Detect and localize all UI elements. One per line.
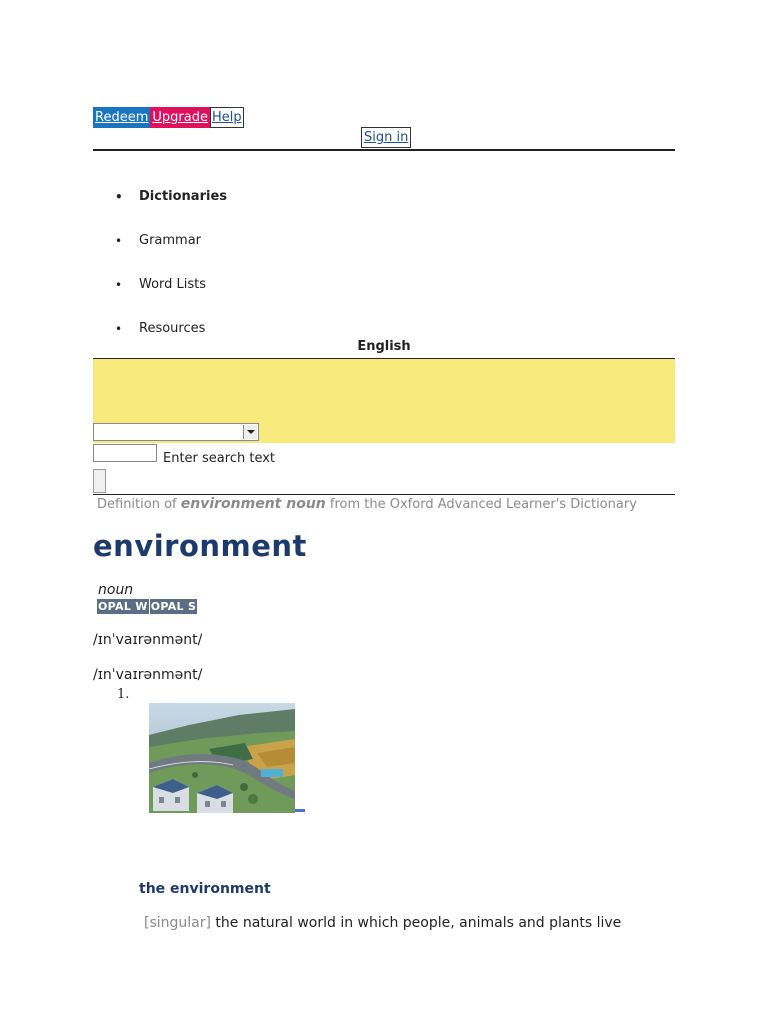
sense-title: the environment bbox=[139, 881, 271, 897]
main-nav bbox=[93, 186, 675, 362]
pronunciation-us: /ɪnˈvaɪrənmənt/ bbox=[93, 667, 203, 683]
opal-spoken-badge[interactable]: OPAL S bbox=[150, 600, 197, 613]
definition-source bbox=[97, 495, 637, 514]
opal-badges bbox=[97, 599, 197, 614]
pronunciation-uk: /ɪnˈvaɪrənmənt/ bbox=[93, 632, 203, 648]
image-credit-link[interactable] bbox=[295, 809, 305, 812]
search-input[interactable] bbox=[93, 444, 157, 462]
upgrade-link[interactable]: Upgrade bbox=[150, 107, 210, 128]
top-links bbox=[93, 107, 244, 128]
help-link[interactable]: Help bbox=[210, 107, 244, 128]
nav-item-word-lists[interactable]: • Word Lists bbox=[93, 274, 675, 318]
nav-item-resources[interactable]: • Resources bbox=[93, 318, 675, 362]
redeem-link[interactable]: Redeem bbox=[93, 107, 150, 128]
sense-number: 1. bbox=[117, 687, 130, 702]
chevron-down-icon bbox=[243, 425, 257, 439]
part-of-speech: noun bbox=[98, 582, 134, 598]
search-button[interactable] bbox=[93, 469, 106, 493]
header-divider bbox=[93, 149, 675, 151]
sense-definition bbox=[144, 914, 621, 932]
sense-illustration[interactable] bbox=[149, 703, 295, 813]
definition-suffix: from the Oxford Advanced Learner's Dictionary bbox=[325, 497, 637, 512]
definition-prefix: Definition of bbox=[97, 497, 181, 512]
search-input-label: Enter search text bbox=[163, 451, 275, 466]
language-label: English bbox=[357, 339, 411, 354]
sign-in-link[interactable]: Sign in bbox=[361, 127, 411, 148]
nav-item-grammar[interactable]: • Grammar bbox=[93, 230, 675, 274]
opal-written-badge[interactable]: OPAL W bbox=[98, 600, 148, 613]
definition-headword: environment noun bbox=[180, 496, 326, 512]
grammar-label: [singular] bbox=[144, 915, 211, 931]
dictionary-select[interactable] bbox=[93, 423, 259, 441]
nav-item-dictionaries[interactable]: • Dictionaries bbox=[93, 186, 675, 230]
definition-text: the natural world in which people, animals and plants live bbox=[210, 915, 622, 931]
entry-headword: environment bbox=[93, 529, 307, 563]
